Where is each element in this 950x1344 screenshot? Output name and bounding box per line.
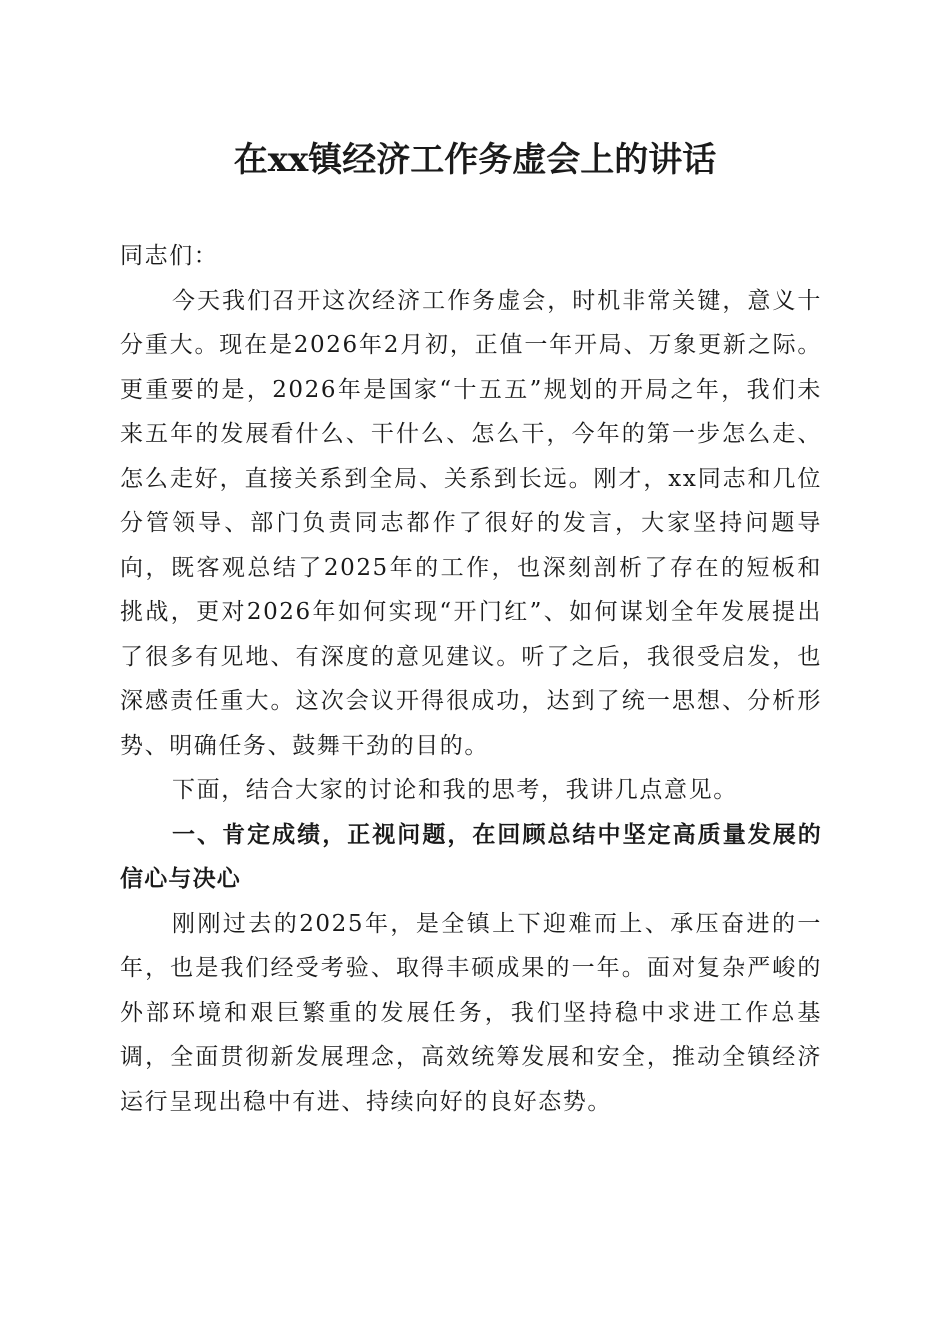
document-title: 在xx镇经济工作务虚会上的讲话 [233,140,717,180]
section-paragraph: 刚刚过去的2025年，是全镇上下迎难而上、承压奋进的一年，也是我们经受考验、取得丰硕成果的一年。面对复杂严峻的外部环境和艰巨繁重的发展任务，我们坚持稳中求进工作总基调，全面贯彻新发展理念，高效统筹发展和安全，推动全镇经济运行呈现出稳中有进、持续向好的良好态势。 [120,910,822,1115]
paragraph-transition: 下面，结合大家的讨论和我的思考，我讲几点意见。 [172,777,738,803]
document-body [120,234,822,1124]
section-heading: 一、肯定成绩，正视问题，在回顾总结中坚定高质量发展的信心与决心 [120,821,822,892]
paragraph-opening: 今天我们召开这次经济工作务虚会，时机非常关键，意义十分重大。现在是2026年2月初，正值一年开局、万象更新之际。更重要的是，2026年是国家“十五五”规划的开局之年，我们未来五年的发展看什么、干什么、怎么干，今年的第一步怎么走、怎么走好，直接关系到全局、关系到长远。刚才，xx同志和几位分管领导、部门负责同志都作了很好的发言，大家坚持问题导向，既客观总结了2025年的工作，也深刻剖析了存在的短板和挑战，更对2026年如何实现“开门红”、如何谋划全年发展提出了很多有见地、有深度的意见建议。听了之后，我很受启发，也深感责任重大。这次会议开得很成功，达到了统一思想、分析形势、明确任务、鼓舞干劲的目的。 [120,287,822,759]
salutation: 同志们： [120,243,219,269]
